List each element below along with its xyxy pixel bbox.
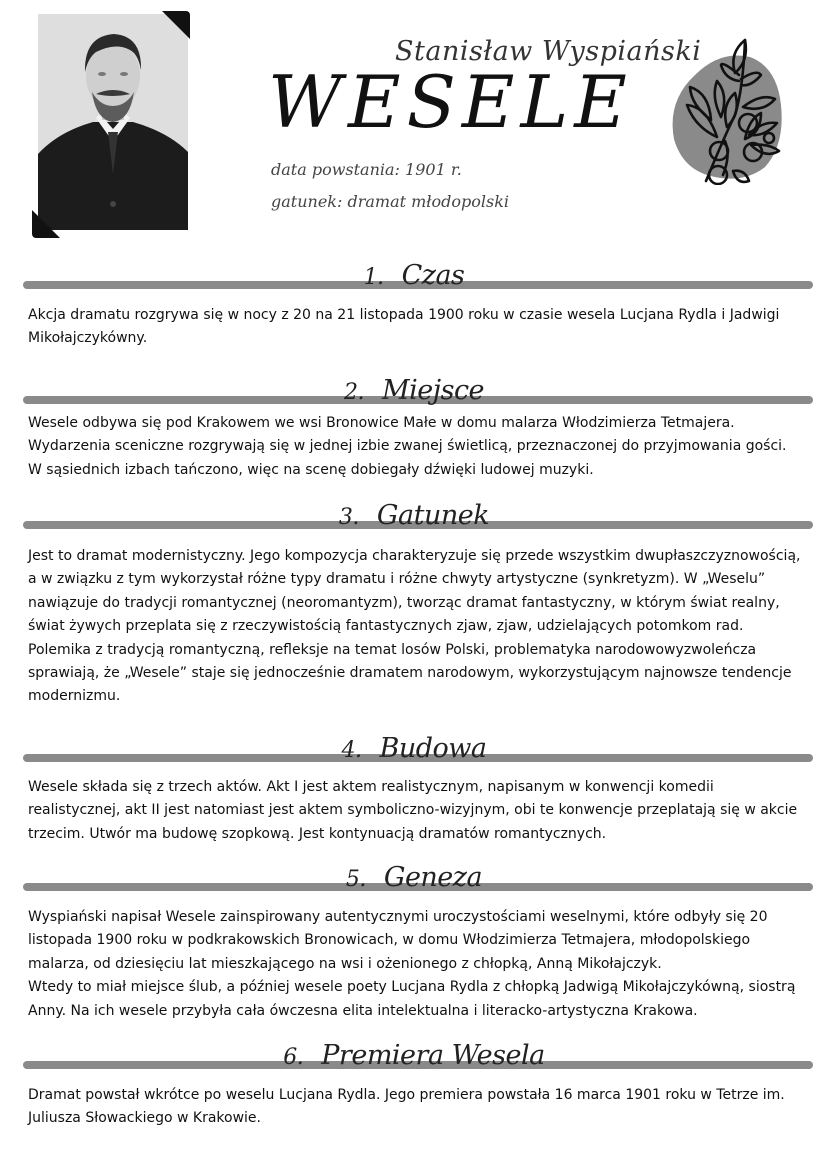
meta-date: data powstania: 1901 r. <box>271 160 462 179</box>
section-header-premiera <box>0 1040 828 1085</box>
section-body-miejsce <box>28 412 803 482</box>
section-body-geneza <box>28 906 803 1023</box>
paragraph: Wesele odbywa się pod Krakowem we wsi Bronowice Małe w domu malarza Włodzimierza Tetmajera. Wydarzenia sceniczne rozgrywają się w jednej izbie zwanej świetlicą, przeznaczonej do przyjmowania gości. W sąsiednich izbach tańczono, więc na scenę dobiegały dźwięki ludowej muzyki. <box>28 415 787 478</box>
paragraph: Wyspiański napisał Wesele zainspirowany autentycznymi uroczystościami weselnymi, które odbyły się 20 listopada 1900 roku w podkrakowskich Bronowicach, w domu Włodzimierza Tetmajera, młodopolskiego malarza, od dziesięciu lat mieszkającego na wsi i ożenionego z chłopką, Anną Mikołajczyk. <box>28 909 768 972</box>
section-body-gatunek <box>28 545 803 709</box>
document-title: WESELE <box>268 60 633 144</box>
section-header-czas <box>0 260 828 305</box>
section-title: Gatunek <box>376 500 490 531</box>
portrait-image <box>38 14 188 230</box>
section-title: Miejsce <box>381 375 485 406</box>
section-number: 6. <box>283 1045 304 1070</box>
paragraph: Akcja dramatu rozgrywa się w nocy z 20 na 21 listopada 1900 roku w czasie wesela Lucjana Rydla i Jadwigi Mikołajczykówny. <box>28 307 780 347</box>
section-header-budowa <box>0 733 828 778</box>
paragraph: Wesele składa się z trzech aktów. Akt I jest aktem realistycznym, napisanym w konwencji komedii realistycznej, akt II jest natomiast jest aktem symboliczno-wizyjnym, obi te konwencje przeplatają się w akcie trzecim. Utwór ma budowę szopkową. Jest kontynuacją dramatów romantycznych. <box>28 779 798 842</box>
section-title: Geneza <box>383 862 483 893</box>
paragraph: Dramat powstał wkrótce po weselu Lucjana Rydla. Jego premiera powstała 16 marca 1901 roku w Tetrze im. Juliusza Słowackiego w Krakowie. <box>28 1087 785 1127</box>
section-title: Budowa <box>379 733 487 764</box>
section-number: 4. <box>341 738 362 763</box>
section-header-geneza <box>0 862 828 907</box>
photo-corner-bottom-left <box>32 210 60 238</box>
section-number: 2. <box>343 380 364 405</box>
section-number: 3. <box>338 505 359 530</box>
author-portrait <box>38 14 188 230</box>
section-body-czas <box>28 304 803 351</box>
meta-genre: gatunek: dramat młodopolski <box>271 192 509 211</box>
section-header-gatunek <box>0 500 828 545</box>
section-title: Premiera Wesela <box>321 1040 545 1071</box>
section-title: Czas <box>401 260 465 291</box>
paragraph: Wtedy to miał miejsce ślub, a później wesele poety Lucjana Rydla z chłopką Jadwigą Mikołajczykówną, siostrą Anny. Na ich wesele przybyła cała ówczesna elita intelektualna i literacko-artystyczna Krakowa. <box>28 979 796 1019</box>
section-body-premiera <box>28 1084 803 1131</box>
section-number: 5. <box>345 867 366 892</box>
author-name: Stanisław Wyspiański <box>395 36 702 67</box>
photo-corner-top-right <box>162 11 190 39</box>
section-number: 1. <box>363 265 384 290</box>
section-body-budowa <box>28 776 803 846</box>
paragraph: Jest to dramat modernistyczny. Jego kompozycja charakteryzuje się przede wszystkim dwupłaszczyznowością, a w związku z tym wykorzystał różne typy dramatu i różne chwyty artystyczne (synkretyzm). W „Weselu” nawiązuje do tradycji romantycznej (neoromantyzm), tworząc dramat fantastyczny, w którym świat realny, świat żywych przeplata się z rzeczywistością fantastycznych zjaw, zjaw, udzielających potomkom rad. Polemika z tradycją romantyczną, refleksje na temat losów Polski, problematyka narodowowyzwoleńcza sprawiają, że „Wesele” staje się jednocześnie dramatem narodowym, wykorzystującym najnowsze tendencje modernizmu. <box>28 548 801 705</box>
berry-branch-icon <box>665 35 790 185</box>
